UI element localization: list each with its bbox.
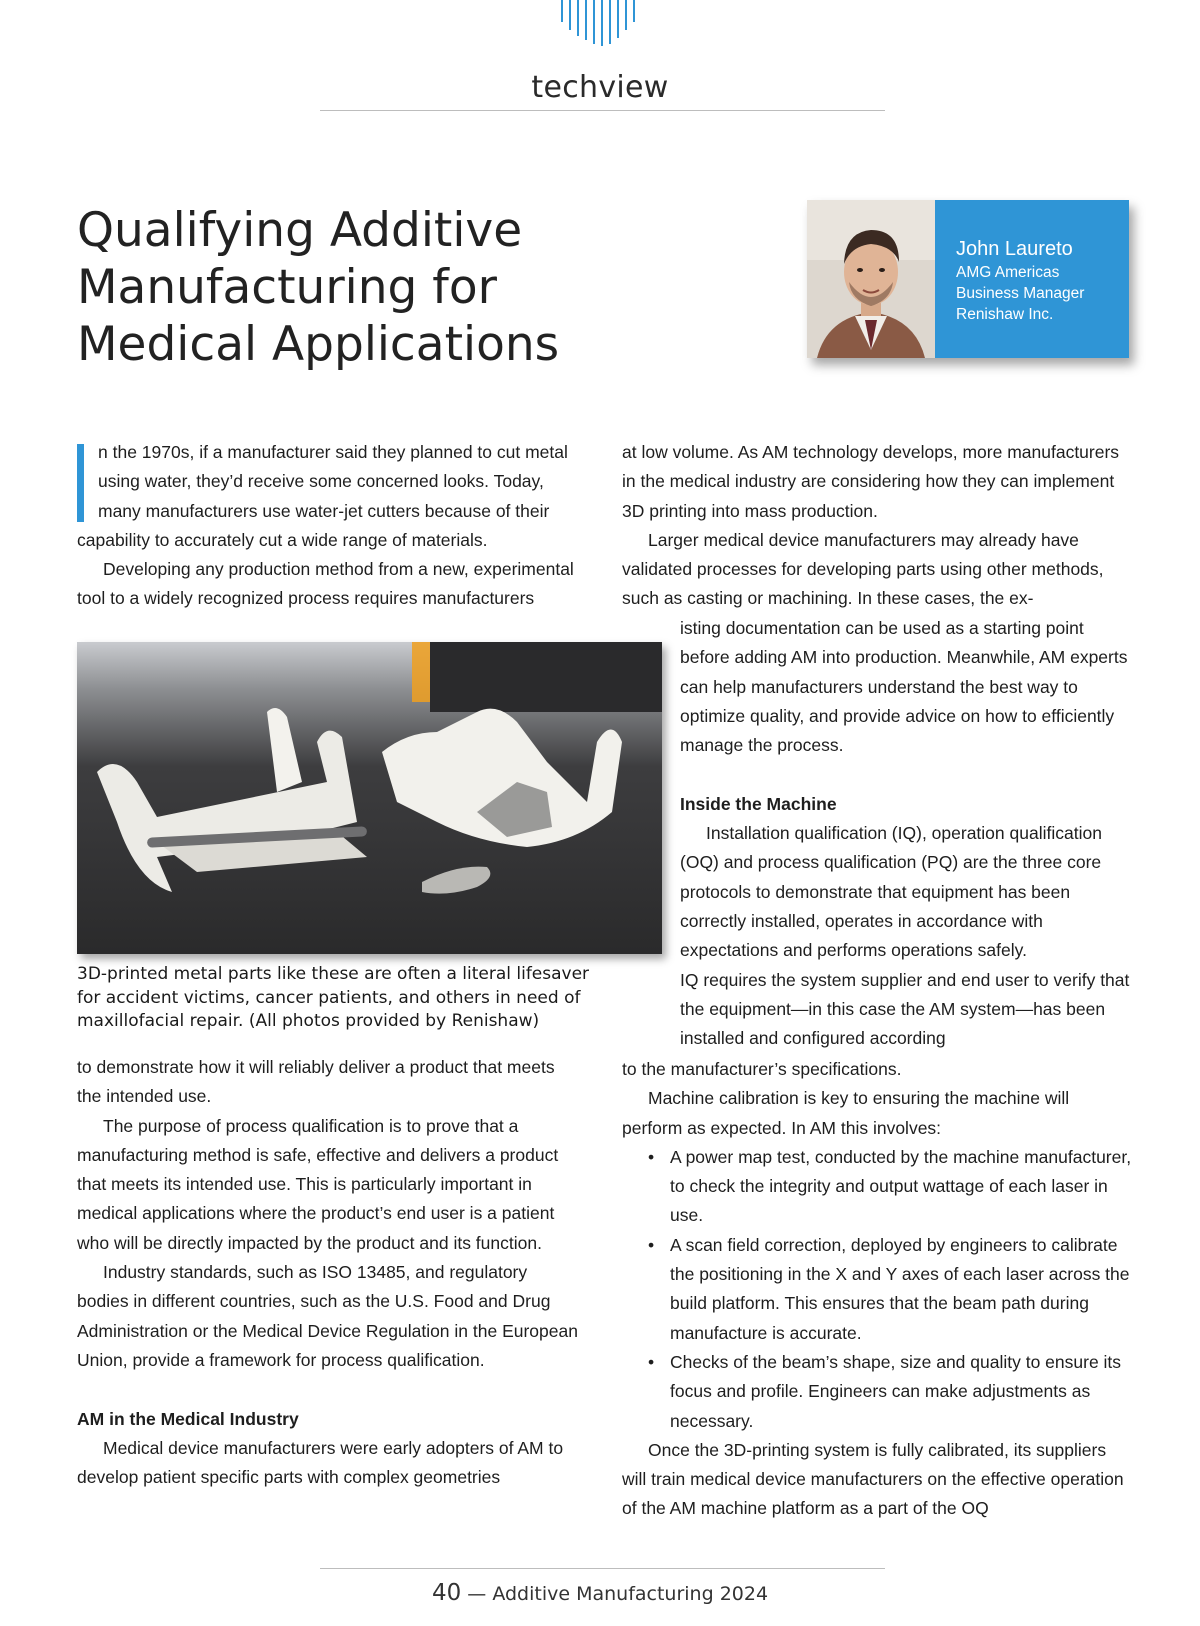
author-company: Renishaw Inc.: [956, 306, 1054, 323]
column-1-bottom: [77, 1053, 582, 1492]
list-item: • A scan field correction, deployed by engineers to calibrate the positioning in the X and Y axes of each laser across the build platform. This ensures that the beam path during manufacture is accurate.: [648, 1231, 1132, 1348]
column-2-inset: [680, 614, 1132, 1053]
footer-rule: [320, 1568, 885, 1569]
paragraph: at low volume. As AM technology develops, more manufacturers in the medical industry are considering how they can implement 3D printing into mass production.: [622, 442, 1120, 521]
paragraph: to the manufacturer’s specifications.: [622, 1059, 902, 1079]
article-title: [77, 202, 717, 373]
article-photo: [77, 642, 662, 954]
paragraph: to demonstrate how it will reliably deliver a product that meets the intended use.: [77, 1057, 555, 1107]
paragraph: isting documentation can be used as a starting point before adding AM into production. Meanwhile, AM experts can help manufacturers understand the best way to optimize quality, and provide advice on how to efficiently manage the process.: [680, 618, 1128, 756]
paragraph: Developing any production method from a new, experimental tool to a widely recognized process requires manufacturers: [77, 559, 574, 609]
calibration-list: [648, 1143, 1132, 1436]
section-label: techview: [531, 70, 669, 105]
column-2-bottom: [622, 1055, 1132, 1524]
column-1-top: [77, 438, 582, 614]
paragraph: Medical device manufacturers were early adopters of AM to develop patient specific parts with complex geometries: [77, 1437, 564, 1488]
column-2-top: [622, 438, 1132, 614]
drop-cap-bar: [77, 444, 84, 522]
list-item: • Checks of the beam’s shape, size and quality to ensure its focus and profile. Engineers can make adjustments as necessary.: [648, 1348, 1132, 1436]
paragraph: IQ requires the system supplier and end user to verify that the equipment—in this case the AM system—has been installed and configured according: [680, 969, 1130, 1049]
author-position: Business Manager: [956, 285, 1085, 302]
paragraph: Machine calibration is key to ensuring the machine will perform as expected. In AM this involves:: [622, 1088, 1070, 1138]
photo-caption: 3D-printed metal parts like these are often a literal lifesaver for accident victims, cancer patients, and others in need of maxillofacial repair. (All photos provided by Renishaw): [77, 964, 590, 1031]
page-footer: [0, 1580, 1200, 1606]
title-line-1: Qualifying Additive: [77, 203, 523, 258]
author-role: AMG Americas: [956, 264, 1060, 281]
page-number: 40: [431, 1580, 462, 1606]
list-item: • A power map test, conducted by the machine manufacturer, to check the integrity and output wattage of each laser in use.: [648, 1143, 1132, 1231]
title-line-2: Manufacturing for: [77, 260, 497, 315]
paragraph: n the 1970s, if a manufacturer said they planned to cut metal using water, they’d receive some concerned looks. Today, many manufacturers use water-jet cutters because of their capability to accurately cut a wide range of materials.: [77, 442, 568, 550]
title-line-3: Medical Applications: [77, 317, 560, 372]
paragraph: Industry standards, such as ISO 13485, and regulatory bodies in different countries, such as the U.S. Food and Drug Administration or the Medical Device Regulation in the European Union, provide a framework for process qualification.: [77, 1262, 578, 1370]
author-info: [956, 236, 1084, 325]
header-ornament-icon: [560, 0, 640, 48]
paragraph: Larger medical device manufacturers may already have validated processes for developing parts using other methods, such as casting or machining. In these cases, the ex-: [622, 529, 1104, 609]
author-name: John Laureto: [956, 238, 1073, 260]
paragraph: Installation qualification (IQ), operation qualification (OQ) and process qualification (PQ) are the three core protocols to demonstrate that equipment has been correctly installed, operates in accordance with expectations and performs operations safely.: [680, 823, 1102, 961]
author-photo: [807, 200, 935, 358]
subheading: Inside the Machine: [680, 793, 837, 814]
header-rule: [320, 110, 885, 111]
subheading: AM in the Medical Industry: [77, 1408, 299, 1429]
author-card: [807, 200, 1129, 358]
publication-name: Additive Manufacturing 2024: [492, 1583, 769, 1605]
paragraph: Once the 3D-printing system is fully calibrated, its suppliers will train medical device manufacturers on the effective operation of the AM machine platform as a part of the OQ: [622, 1439, 1124, 1519]
paragraph: The purpose of process qualification is to prove that a manufacturing method is safe, effective and delivers a product that meets its intended use. This is particularly important in medical applications where the product’s end user is a patient who will be directly impacted by the product and its function.: [77, 1115, 559, 1253]
footer-separator: —: [467, 1583, 487, 1605]
